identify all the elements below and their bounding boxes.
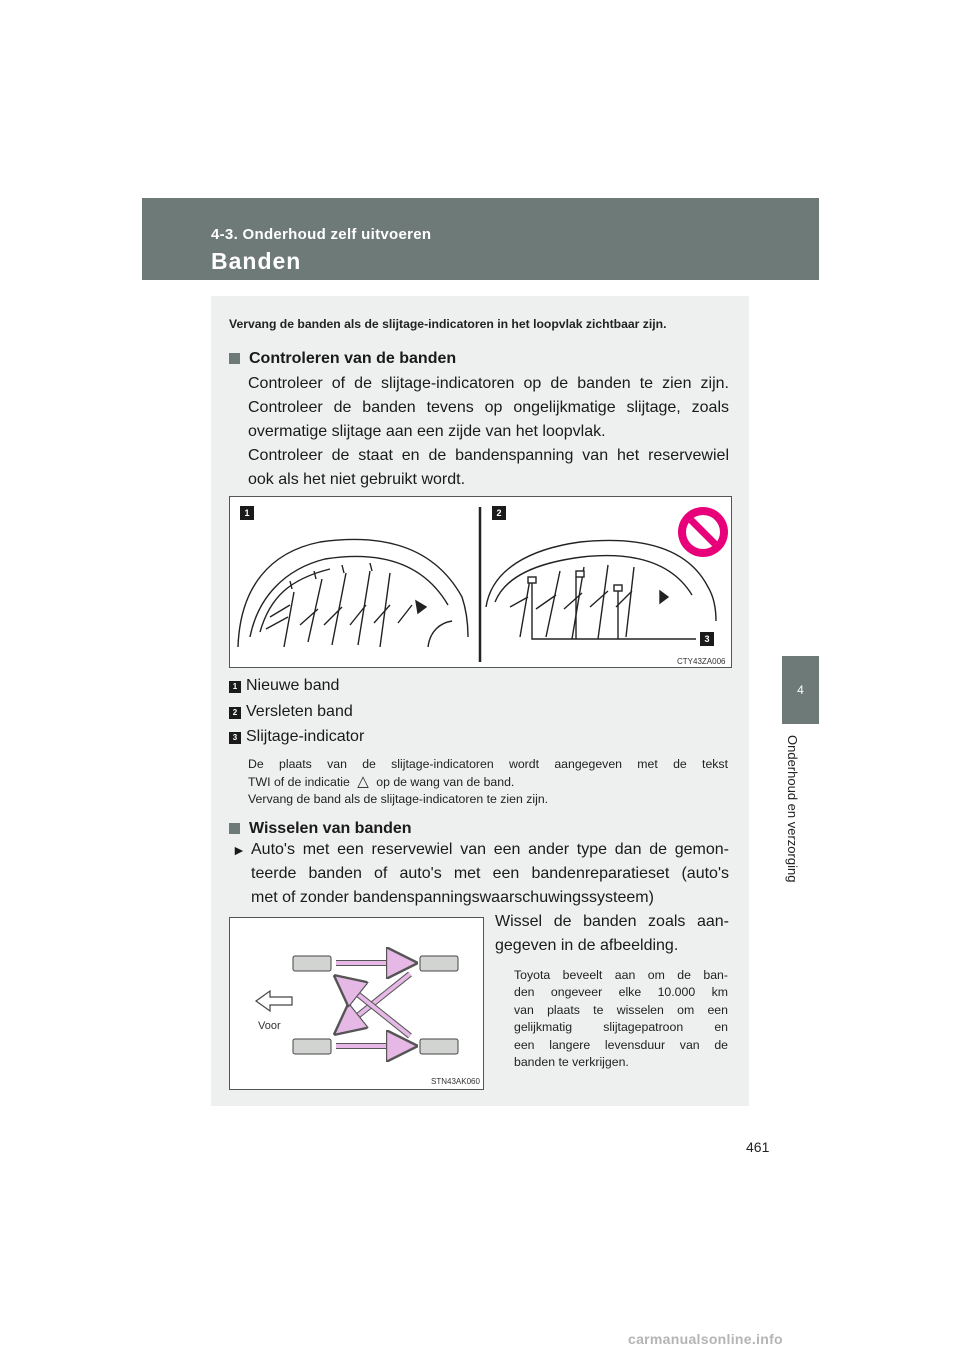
section-label: 4-3. Onderhoud zelf uitvoeren <box>211 226 432 243</box>
check-line: Controleer of de slijtage-indicatoren op de banden te zien zijn. <box>248 375 729 392</box>
watermark-link[interactable]: carmanualsonline.info <box>628 1331 783 1347</box>
figure-badge-3: 3 <box>700 632 714 646</box>
tire-rear-right <box>420 1039 458 1054</box>
note-line: van plaats te wisselen om een <box>514 1002 728 1017</box>
bullet-line: met of zonder bandenspanningswaarschuwingssysteem) <box>251 889 654 906</box>
front-arrow-icon <box>256 991 292 1011</box>
chapter-number: 4 <box>797 683 804 697</box>
figure-code: CTY43ZA006 <box>677 657 726 666</box>
check-line: ook als het niet gebruikt wordt. <box>248 471 466 488</box>
figure-badge-2: 2 <box>492 506 506 520</box>
no-entry-icon <box>678 507 728 557</box>
heading-square-icon <box>229 823 240 834</box>
bullet-line: Auto's met een reservewiel van een ander type dan de gemon- <box>251 841 729 858</box>
note-line: Toyota beveelt aan om de ban- <box>514 968 728 982</box>
rotation-diagram <box>230 918 483 1089</box>
tire-rotation-figure <box>229 917 484 1090</box>
check-line: Controleer de staat en de bandenspanning van het reservewiel <box>248 447 729 464</box>
figure-code: STN43AK060 <box>431 1077 480 1086</box>
legend-badge: 1 <box>229 681 241 693</box>
figure-badge-1: 1 <box>240 506 254 520</box>
note-line: banden te verkrijgen. <box>514 1055 629 1070</box>
note-line: De plaats van de slijtage-indicatoren wordt aangegeven met de tekst <box>248 757 728 771</box>
legend-item-1: 1 Nieuwe band <box>229 677 339 695</box>
page-title: Banden <box>211 248 302 274</box>
tire-wear-figure <box>229 496 732 668</box>
intro-text: Vervang de banden als de slijtage-indicatoren in het loopvlak zichtbaar zijn. <box>229 317 667 331</box>
note-line: gelijkmatig slijtagepatroon en <box>514 1020 728 1035</box>
bullet-line: teerde banden of auto's met een bandenreparatieset (auto's <box>251 865 729 882</box>
instruction-line: Wissel de banden zoals aan- <box>495 913 729 930</box>
indicator-note <box>248 756 728 808</box>
heading-square-icon <box>229 353 240 364</box>
tire-rear-left <box>293 1039 331 1054</box>
legend-badge: 2 <box>229 707 241 719</box>
bullet-arrow-icon: ► <box>232 842 246 858</box>
check-heading: Controleren van de banden <box>229 350 456 368</box>
instruction-line: gegeven in de afbeelding. <box>495 937 679 954</box>
rotate-instruction <box>495 910 729 958</box>
note-line: TWI of de indicatie △ op de wang van de band. <box>248 773 515 790</box>
check-paragraph <box>248 372 729 492</box>
chapter-label: Onderhoud en verzorging <box>785 735 800 883</box>
rotate-heading: Wisselen van banden <box>229 820 412 838</box>
page-number: 461 <box>746 1139 770 1155</box>
legend-item-2: 2 Versleten band <box>229 703 353 721</box>
note-line: een langere levensduur van de <box>514 1037 728 1052</box>
legend-item-3: 3 Slijtage-indicator <box>229 728 364 746</box>
check-line: overmatige slijtage aan een zijde van het loopvlak. <box>248 423 606 440</box>
legend-badge: 3 <box>229 732 241 744</box>
note-line: den ongeveer elke 10.000 km <box>514 985 728 1000</box>
tire-illustration <box>230 497 731 667</box>
front-label: Voor <box>258 1020 281 1032</box>
triangle-icon: △ <box>357 773 369 790</box>
check-line: Controleer de banden tevens op ongelijkmatige slijtage, zoals <box>248 399 729 416</box>
rotate-bullet <box>229 838 729 910</box>
note-line: Vervang de band als de slijtage-indicatoren te zien zijn. <box>248 792 549 806</box>
tire-front-left <box>293 956 331 971</box>
tire-front-right <box>420 956 458 971</box>
rotate-note <box>514 967 728 1071</box>
